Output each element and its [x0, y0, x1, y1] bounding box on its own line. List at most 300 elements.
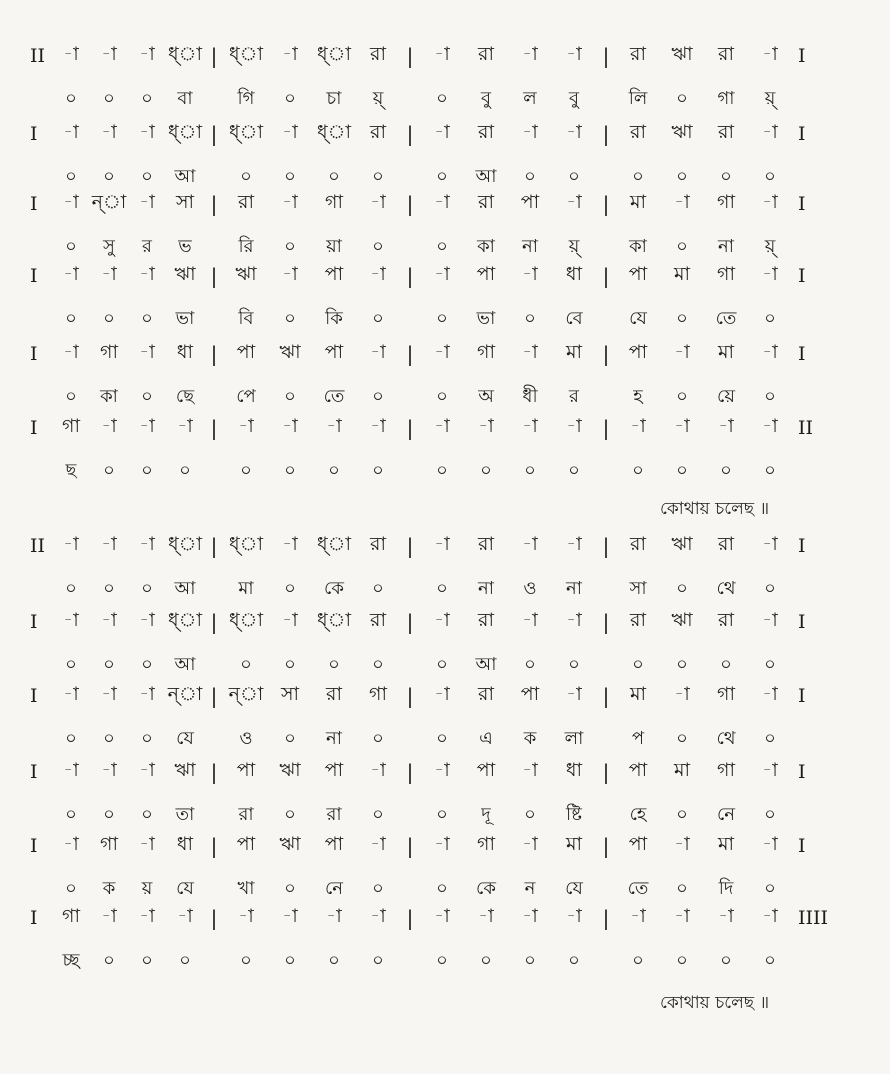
lyric-syllable: ০	[65, 654, 77, 675]
lyric-syllable: ০	[480, 460, 492, 481]
swara-line	[0, 680, 890, 710]
swara-note: -া	[522, 43, 538, 65]
barline: |	[602, 610, 610, 634]
start-barline: I	[30, 417, 38, 439]
lyric-syllable: যে	[629, 308, 647, 329]
swara-note: পা	[476, 759, 496, 781]
swara-note: মা	[673, 263, 691, 285]
lyric-line	[0, 84, 890, 114]
lyric-syllable: ০	[103, 308, 115, 329]
lyric-syllable: ০	[436, 728, 448, 749]
swara-note: পা	[628, 341, 648, 363]
barline: |	[406, 192, 414, 216]
lyric-syllable: ০	[720, 950, 732, 971]
swara-note: -া	[566, 533, 582, 555]
swara-note: -া	[370, 263, 386, 285]
swara-note: ধ্া	[168, 121, 202, 143]
lyric-syllable: ০	[764, 950, 776, 971]
barline: |	[602, 760, 610, 784]
lyric-syllable: ০	[284, 950, 296, 971]
swara-note: রা	[478, 43, 494, 65]
swara-note: পা	[476, 263, 496, 285]
lyric-syllable: ০	[720, 166, 732, 187]
swara-note: -া	[434, 683, 450, 705]
swara-note: -া	[282, 905, 298, 927]
swara-note: মা	[717, 341, 735, 363]
swara-note: মা	[629, 191, 647, 213]
swara-note: -া	[762, 533, 778, 555]
lyric-syllable: ০	[141, 654, 153, 675]
swara-note: ঋা	[279, 833, 301, 855]
lyric-syllable: যে	[176, 878, 194, 899]
end-barline: I	[798, 123, 806, 145]
lyric-syllable: থে	[716, 578, 736, 599]
lyric-syllable: ০	[284, 578, 296, 599]
swara-note: গা	[100, 341, 118, 363]
end-barline: I	[798, 343, 806, 365]
lyric-syllable: ০	[372, 460, 384, 481]
lyric-syllable: কা	[477, 236, 495, 257]
lyric-syllable: ০	[676, 950, 688, 971]
barline: |	[406, 534, 414, 558]
swara-note: ধা	[176, 341, 194, 363]
swara-note: -া	[762, 609, 778, 631]
barline: |	[406, 416, 414, 440]
swara-note: গা	[62, 905, 80, 927]
lyric-syllable: থে	[716, 728, 736, 749]
lyric-syllable: রা	[238, 804, 254, 825]
swara-note: রা	[478, 609, 494, 631]
lyric-syllable: ০	[65, 386, 77, 407]
start-barline: II	[30, 45, 46, 67]
swara-note: -া	[762, 833, 778, 855]
lyric-syllable: চা	[326, 88, 342, 109]
end-barline: I	[798, 761, 806, 783]
lyric-syllable: ০	[179, 460, 191, 481]
swara-note: ঋা	[174, 759, 196, 781]
lyric-syllable: ০	[328, 654, 340, 675]
swara-note: -া	[101, 533, 117, 555]
swara-note: রা	[718, 533, 734, 555]
lyric-syllable: য়্	[372, 88, 384, 109]
lyric-syllable: ০	[764, 578, 776, 599]
barline: |	[210, 684, 218, 708]
lyric-syllable: আ	[475, 654, 497, 675]
lyric-syllable: ০	[240, 166, 252, 187]
swara-note: -া	[63, 341, 79, 363]
lyric-syllable: ০	[240, 460, 252, 481]
lyric-syllable: বু	[568, 88, 580, 109]
swara-note: ন্া	[91, 191, 127, 213]
lyric-syllable: ল	[523, 88, 537, 109]
swara-note: -া	[63, 533, 79, 555]
lyric-syllable: য়্	[568, 236, 580, 257]
barline: |	[210, 342, 218, 366]
start-barline: I	[30, 611, 38, 633]
swara-note: -া	[282, 609, 298, 631]
swara-note: -া	[282, 43, 298, 65]
swara-note: সা	[175, 191, 195, 213]
lyric-syllable: ০	[141, 728, 153, 749]
lyric-syllable: ০	[632, 460, 644, 481]
lyric-syllable: ০	[240, 950, 252, 971]
swara-note: -া	[139, 683, 155, 705]
lyric-syllable: মা	[238, 578, 254, 599]
lyric-syllable: ০	[568, 654, 580, 675]
swara-note: -া	[101, 609, 117, 631]
lyric-syllable: ০	[720, 654, 732, 675]
lyric-syllable: ০	[524, 308, 536, 329]
swara-line	[0, 606, 890, 636]
refrain-label-1: কোথায় চলেছ ॥	[660, 499, 770, 519]
lyric-syllable: য়ে	[717, 386, 735, 407]
lyric-syllable: সা	[629, 578, 647, 599]
lyric-syllable: ০	[328, 166, 340, 187]
lyric-syllable: ০	[65, 88, 77, 109]
barline: |	[602, 906, 610, 930]
barline: |	[602, 342, 610, 366]
lyric-syllable: র	[142, 236, 152, 257]
swara-note: গা	[477, 341, 495, 363]
swara-note: পা	[236, 759, 256, 781]
swara-note: -া	[282, 415, 298, 437]
barline: |	[602, 834, 610, 858]
lyric-line	[0, 456, 890, 486]
lyric-syllable: ০	[436, 804, 448, 825]
swara-note: -া	[522, 833, 538, 855]
lyric-syllable: য়	[141, 878, 153, 899]
lyric-syllable: ০	[141, 386, 153, 407]
lyric-syllable: ০	[764, 878, 776, 899]
lyric-syllable: ০	[676, 236, 688, 257]
lyric-syllable: নে	[324, 878, 344, 899]
lyric-syllable: ০	[436, 578, 448, 599]
swara-note: -া	[522, 905, 538, 927]
swara-note: ঋা	[671, 43, 693, 65]
swara-note: মা	[629, 683, 647, 705]
swara-note: -া	[63, 191, 79, 213]
swara-note: পা	[520, 191, 540, 213]
lyric-syllable: প	[631, 728, 645, 749]
lyric-syllable: ০	[436, 88, 448, 109]
lyric-syllable: ০	[524, 654, 536, 675]
lyric-syllable: গা	[717, 88, 735, 109]
lyric-syllable: আ	[174, 578, 196, 599]
lyric-syllable: ০	[436, 878, 448, 899]
swara-note: -া	[282, 533, 298, 555]
lyric-syllable: ০	[676, 386, 688, 407]
lyric-syllable: না	[718, 236, 734, 257]
lyric-syllable: ০	[65, 166, 77, 187]
lyric-syllable: য়্	[764, 236, 776, 257]
swara-note: গা	[717, 759, 735, 781]
swara-note: -া	[101, 43, 117, 65]
swara-note: রা	[478, 683, 494, 705]
swara-note: -া	[718, 415, 734, 437]
swara-line	[0, 830, 890, 860]
lyric-syllable: তে	[323, 386, 345, 407]
swara-note: মা	[717, 833, 735, 855]
lyric-syllable: দূ	[481, 804, 491, 825]
barline: |	[406, 122, 414, 146]
lyric-syllable: ০	[103, 578, 115, 599]
lyric-syllable: ০	[103, 804, 115, 825]
swara-note: গা	[717, 191, 735, 213]
swara-note: ধ্া	[168, 609, 202, 631]
swara-note: গা	[717, 683, 735, 705]
swara-note: -া	[566, 905, 582, 927]
lyric-syllable: বা	[177, 88, 193, 109]
lyric-syllable: এ	[479, 728, 493, 749]
start-barline: I	[30, 265, 38, 287]
swara-note: পা	[324, 341, 344, 363]
swara-note: -া	[139, 191, 155, 213]
end-barline: I	[798, 193, 806, 215]
lyric-syllable: ০	[65, 308, 77, 329]
start-barline: I	[30, 907, 38, 929]
lyric-syllable: ০	[372, 166, 384, 187]
barline: |	[406, 610, 414, 634]
lyric-syllable: ০	[65, 236, 77, 257]
end-barline: I	[798, 835, 806, 857]
swara-note: গা	[62, 415, 80, 437]
swara-note: -া	[326, 905, 342, 927]
lyric-syllable: হে	[629, 804, 647, 825]
swara-note: রা	[370, 43, 386, 65]
swara-note: রা	[718, 609, 734, 631]
swara-note: -া	[101, 415, 117, 437]
swara-note: পা	[236, 833, 256, 855]
lyric-syllable: ০	[328, 460, 340, 481]
lyric-syllable: কি	[325, 308, 343, 329]
swara-note: ঋা	[279, 759, 301, 781]
start-barline: I	[30, 761, 38, 783]
swara-note: ঋা	[174, 263, 196, 285]
swara-note: ন্া	[228, 683, 264, 705]
swara-note: -া	[101, 263, 117, 285]
lyric-syllable: তা	[175, 804, 195, 825]
swara-note: -া	[718, 905, 734, 927]
swara-note: -া	[63, 683, 79, 705]
swara-note: -া	[674, 415, 690, 437]
lyric-syllable: ০	[676, 578, 688, 599]
end-barline: I	[798, 535, 806, 557]
lyric-syllable: ০	[568, 950, 580, 971]
lyric-syllable: যে	[565, 878, 583, 899]
lyric-syllable: ০	[676, 88, 688, 109]
lyric-syllable: ক	[102, 878, 116, 899]
lyric-syllable: ০	[764, 460, 776, 481]
swara-line	[0, 260, 890, 290]
swara-note: -া	[139, 533, 155, 555]
refrain-label-2: কোথায় চলেছ ॥	[660, 993, 770, 1013]
barline: |	[602, 534, 610, 558]
lyric-line	[0, 874, 890, 904]
swara-note: ধ্া	[317, 121, 351, 143]
barline: |	[210, 192, 218, 216]
lyric-syllable: ছে	[175, 386, 195, 407]
start-barline: I	[30, 193, 38, 215]
lyric-syllable: ০	[103, 166, 115, 187]
lyric-syllable: নে	[716, 804, 736, 825]
swara-note: -া	[478, 415, 494, 437]
lyric-syllable: ০	[372, 236, 384, 257]
swara-line	[0, 188, 890, 218]
lyric-line	[0, 800, 890, 830]
lyric-syllable: চ্ছ	[62, 950, 80, 971]
swara-note: পা	[324, 833, 344, 855]
lyric-line	[0, 724, 890, 754]
lyric-syllable: খা	[237, 878, 255, 899]
lyric-syllable: আ	[475, 166, 497, 187]
lyric-syllable: ০	[284, 728, 296, 749]
lyric-syllable: ০	[676, 166, 688, 187]
lyric-syllable: ০	[720, 460, 732, 481]
swara-note: পা	[236, 341, 256, 363]
lyric-line	[0, 382, 890, 412]
lyric-syllable: ০	[284, 460, 296, 481]
lyric-syllable: ০	[284, 236, 296, 257]
swara-note: -া	[139, 263, 155, 285]
swara-note: রা	[478, 121, 494, 143]
swara-note: -া	[63, 833, 79, 855]
start-barline: I	[30, 123, 38, 145]
lyric-syllable: ০	[284, 166, 296, 187]
start-barline: I	[30, 343, 38, 365]
swara-note: -া	[434, 191, 450, 213]
swara-note: মা	[565, 833, 583, 855]
lyric-syllable: ০	[676, 308, 688, 329]
lyric-syllable: ০	[141, 804, 153, 825]
swara-note: ধ্া	[168, 533, 202, 555]
barline: |	[406, 264, 414, 288]
lyric-syllable: ০	[676, 460, 688, 481]
lyric-syllable: হ	[633, 386, 643, 407]
lyric-syllable: ০	[141, 578, 153, 599]
lyric-syllable: ০	[764, 166, 776, 187]
lyric-syllable: ০	[480, 950, 492, 971]
lyric-syllable: ০	[632, 950, 644, 971]
swara-note: গা	[477, 833, 495, 855]
barline: |	[602, 264, 610, 288]
swara-note: ধ্া	[168, 43, 202, 65]
swara-note: -া	[762, 683, 778, 705]
barline: |	[406, 834, 414, 858]
lyric-syllable: গি	[237, 88, 255, 109]
lyric-syllable: ০	[764, 728, 776, 749]
swara-note: -া	[139, 415, 155, 437]
swara-note: রা	[478, 191, 494, 213]
swara-note: -া	[434, 759, 450, 781]
lyric-syllable: ক	[523, 728, 537, 749]
swara-note: -া	[434, 833, 450, 855]
swara-note: সা	[280, 683, 300, 705]
barline: |	[406, 342, 414, 366]
swara-note: রা	[630, 121, 646, 143]
swara-note: ঋা	[279, 341, 301, 363]
swara-note: ধ্া	[317, 43, 351, 65]
lyric-syllable: ০	[632, 166, 644, 187]
swara-note: ঋা	[671, 533, 693, 555]
barline: |	[210, 416, 218, 440]
swara-note: রা	[370, 533, 386, 555]
barline: |	[210, 906, 218, 930]
swara-note: -া	[434, 905, 450, 927]
swara-note: পা	[628, 263, 648, 285]
lyric-syllable: ০	[676, 728, 688, 749]
lyric-syllable: ০	[676, 654, 688, 675]
lyric-syllable: ০	[141, 308, 153, 329]
lyric-syllable: লি	[628, 88, 648, 109]
swara-note: ধ্া	[317, 533, 351, 555]
swara-note: গা	[325, 191, 343, 213]
swara-note: -া	[762, 905, 778, 927]
swara-note: -া	[434, 609, 450, 631]
lyric-syllable: সু	[103, 236, 115, 257]
swara-note: -া	[630, 415, 646, 437]
end-barline: I	[798, 265, 806, 287]
swara-note: -া	[522, 609, 538, 631]
swara-note: -া	[282, 263, 298, 285]
swara-note: -া	[139, 833, 155, 855]
swara-note: -া	[139, 121, 155, 143]
swara-note: -া	[282, 121, 298, 143]
swara-note: -া	[674, 191, 690, 213]
swara-note: -া	[326, 415, 342, 437]
lyric-syllable: ০	[328, 950, 340, 971]
swara-note: -া	[762, 121, 778, 143]
swara-note: -া	[177, 905, 193, 927]
swara-note: -া	[566, 415, 582, 437]
lyric-syllable: ০	[676, 878, 688, 899]
swara-note: -া	[566, 683, 582, 705]
end-barline: I	[798, 45, 806, 67]
swara-note: রা	[238, 191, 254, 213]
swara-note: ঋা	[671, 609, 693, 631]
swara-note: গা	[369, 683, 387, 705]
barline: |	[602, 44, 610, 68]
swara-note: -া	[139, 905, 155, 927]
swara-note: -া	[434, 341, 450, 363]
swara-note: -া	[139, 43, 155, 65]
lyric-line	[0, 574, 890, 604]
lyric-syllable: ০	[103, 950, 115, 971]
lyric-syllable: দি	[718, 878, 734, 899]
swara-note: -া	[370, 415, 386, 437]
swara-note: পা	[628, 833, 648, 855]
swara-line	[0, 412, 890, 442]
swara-note: -া	[566, 121, 582, 143]
swara-note: -া	[566, 609, 582, 631]
lyric-syllable: ০	[240, 654, 252, 675]
swara-note: -া	[566, 191, 582, 213]
swara-note: রা	[478, 533, 494, 555]
swara-note: -া	[762, 43, 778, 65]
swara-note: -া	[478, 905, 494, 927]
swara-note: -া	[139, 341, 155, 363]
lyric-syllable: ভ	[178, 236, 192, 257]
lyric-syllable: ন	[524, 878, 536, 899]
swara-note: ঋা	[671, 121, 693, 143]
barline: |	[406, 906, 414, 930]
lyric-syllable: বে	[565, 308, 583, 329]
barline: |	[210, 610, 218, 634]
lyric-syllable: পে	[236, 386, 256, 407]
lyric-syllable: য়্	[764, 88, 776, 109]
swara-note: ধ্া	[317, 609, 351, 631]
lyric-syllable: না	[326, 728, 342, 749]
swara-note: রা	[630, 43, 646, 65]
